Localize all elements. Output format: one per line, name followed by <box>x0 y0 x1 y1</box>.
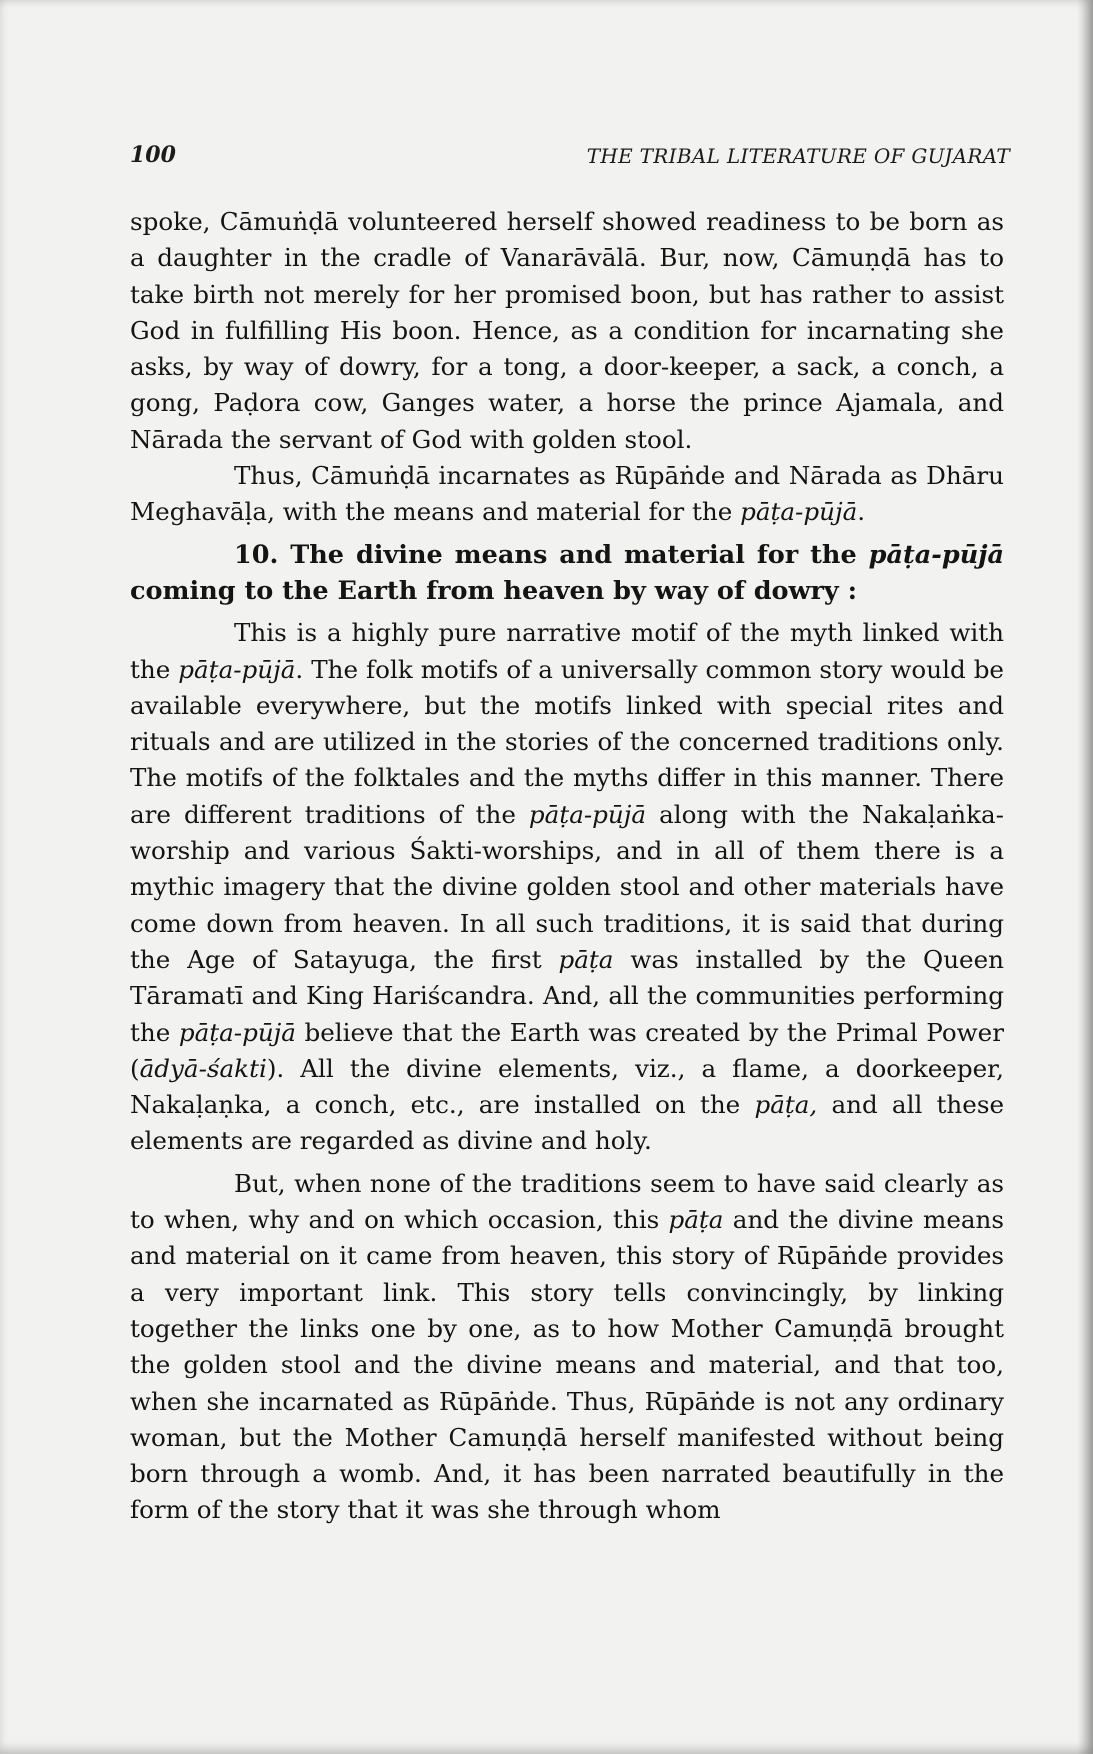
p4-seg-2: and the divine means and material on it came from heaven, this story of Rūpāṅde provides a very important link. This story tells convincingly, by linking together the links one by one, as to how Mother Camuṇḍā brought the golden stool and the divine means and material, and that too, when she incarnated as Rūpāṅde. Thus, Rūpāṅde is not any ordinary woman, but the Mother Camuṇḍā herself manifested without being born through a womb. And, it has been narrated beautifully in the form of the story that it was she through whom <box>130 1205 1004 1525</box>
p3-seg-7: pāṭa-pūjā <box>178 1017 296 1047</box>
p3-seg-11: pāṭa, <box>754 1090 818 1120</box>
paragraph-2-end: . <box>857 497 866 527</box>
p3-seg-5: pāṭa <box>558 944 614 974</box>
p4-seg-0: But, when none of the traditions seem to have said clearly as to when, why and on which occasion, this <box>130 1168 1004 1235</box>
running-title: THE TRIBAL LITERATURE OF GUJARAT <box>586 144 1010 168</box>
p3-seg-9: ādyā-śakti <box>139 1053 267 1083</box>
p3-seg-2: . The folk motifs of a universally common story would be available everywhere, but the motifs linked with special rites and rituals and are utilized in the stories of the concerned traditions only. The motifs of the folktales and the myths differ in this manner. There are different traditions of the <box>130 654 1004 829</box>
paragraph-2-text: Thus, Cāmuṅḍā incarnates as Rūpāṅde and Nārada as Dhāru Meghavāḷa, with the means and material for the <box>130 461 1004 527</box>
p3-seg-0: This is a highly pure narrative motif of the myth linked with the <box>130 618 1004 684</box>
paragraph-2-italic-term: pāṭa-pūjā <box>740 497 858 527</box>
paragraph-4 <box>130 1166 1004 1529</box>
p3-seg-6: was installed by the Queen Tāramatī and King Hariścandra. And, all the communities performing the <box>130 944 1004 1047</box>
p3-seg-10: ). All the divine elements, viz., a flame, a doorkeeper, Nakaḷaṇka, a conch, etc., are installed on the <box>130 1053 1004 1120</box>
page-number: 100 <box>130 142 176 168</box>
section-heading-text: 10. The divine means and material for the <box>234 539 869 570</box>
p3-seg-12: and all these elements are regarded as divine and holy. <box>130 1090 1004 1156</box>
paragraph-2 <box>130 458 1004 531</box>
running-header <box>130 142 1010 174</box>
p4-seg-1: pāṭa <box>668 1205 724 1235</box>
section-heading-italic-term: pāṭa-pūjā <box>868 539 1004 570</box>
section-heading-rest: coming to the Earth from heaven by way of dowry : <box>130 575 858 606</box>
p3-seg-3: pāṭa-pūjā <box>528 799 647 829</box>
body-text <box>130 204 1004 1529</box>
p3-seg-1: pāṭa-pūjā <box>178 654 296 684</box>
paragraph-1-text: spoke, Cāmuṅḍā volunteered herself showed readiness to be born as a daughter in the cradle of Vanarāvālā. Bur, now, Cāmuṇḍā has to take birth not merely for her promised boon, but has rather to assist God in fulfilling His boon. Hence, as a condition for incarnating she asks, by way of dowry, for a tong, a door-keeper, a sack, a conch, a gong, Paḍora cow, Ganges water, a horse the prince Ajamala, and Nārada the servant of God with golden stool. <box>130 207 1004 454</box>
section-heading <box>130 537 1004 610</box>
p3-seg-4: along with the Nakaḷaṅka-worship and various Śakti-worships, and in all of them there is a mythic imagery that the divine golden stool and other materials have come down from heaven. In all such traditions, it is said that during the Age of Satayuga, the first <box>130 799 1004 974</box>
paragraph-1 <box>130 204 1004 458</box>
paragraph-3 <box>130 615 1004 1159</box>
p3-seg-8: believe that the Earth was created by the Primal Power ( <box>130 1017 1004 1083</box>
